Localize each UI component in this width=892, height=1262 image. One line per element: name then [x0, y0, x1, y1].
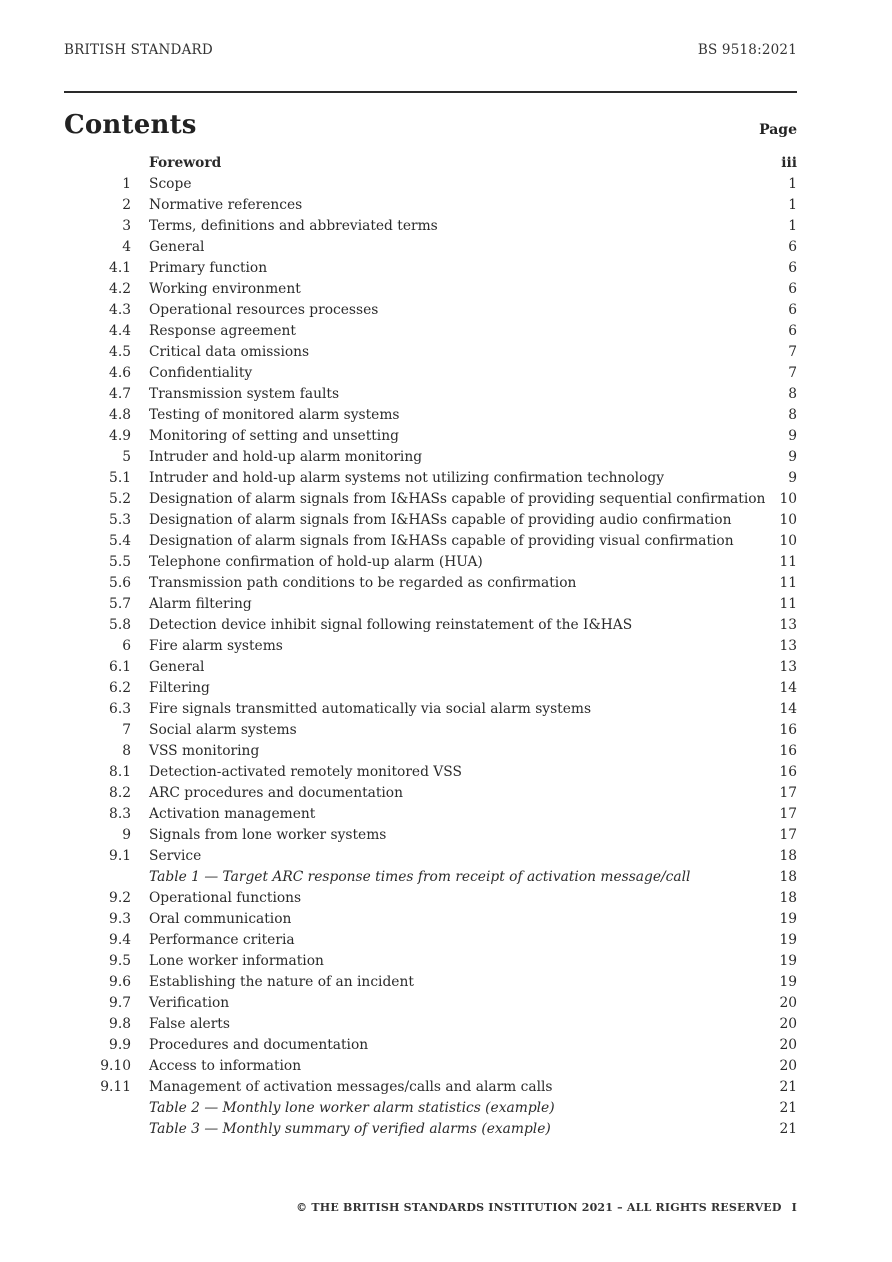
footer-copyright: © THE BRITISH STANDARDS INSTITUTION 2021 – ALL RIGHTS RESERVED: [296, 1201, 782, 1214]
toc-entry[interactable]: [64, 741, 797, 762]
toc-entry-title: Performance criteria: [149, 932, 295, 948]
toc-entry-page: 17: [779, 785, 797, 801]
toc-entry[interactable]: [64, 615, 797, 636]
toc-entry[interactable]: [64, 888, 797, 909]
toc-entry-number: 4.4: [109, 323, 131, 339]
toc-entry-title: Table 1 — Target ARC response times from receipt of activation message/call: [149, 869, 691, 885]
toc-entry-page: 20: [779, 1016, 797, 1032]
toc-entry-number: 4.3: [109, 302, 131, 318]
toc-entry-page: 16: [779, 722, 797, 738]
toc-entry-page: 17: [779, 827, 797, 843]
toc-entry-title: Fire alarm systems: [149, 638, 283, 654]
toc-entry-title: Service: [149, 848, 202, 864]
toc-entry-title: Operational resources processes: [149, 302, 379, 318]
toc-entry-title: Detection-activated remotely monitored VSS: [149, 764, 462, 780]
toc-entry-title: Intruder and hold-up alarm monitoring: [149, 449, 423, 465]
toc-entry-page: 21: [779, 1100, 797, 1116]
header-standard-label: BRITISH STANDARD: [64, 42, 213, 58]
toc-entry-number: 5.6: [109, 575, 131, 591]
toc-entry-number: 9.2: [109, 890, 131, 906]
toc-entry-number: 3: [122, 218, 131, 234]
toc-entry[interactable]: [64, 1014, 797, 1035]
toc-entry-page: 11: [779, 596, 797, 612]
toc-entry-title: Social alarm systems: [149, 722, 297, 738]
toc-entry-title: Establishing the nature of an incident: [149, 974, 414, 990]
toc-entry[interactable]: [64, 1056, 797, 1077]
toc-entry-page: 20: [779, 995, 797, 1011]
toc-entry[interactable]: [64, 573, 797, 594]
toc-entry[interactable]: [64, 489, 797, 510]
toc-entry-page: 10: [779, 533, 797, 549]
toc-entry-page: 20: [779, 1037, 797, 1053]
toc-entry-number: 9.5: [109, 953, 131, 969]
toc-entry[interactable]: [64, 1035, 797, 1056]
toc-entry-title: Response agreement: [149, 323, 296, 339]
toc-entry-page: 9: [788, 470, 797, 486]
toc-entry-page: iii: [781, 155, 797, 171]
toc-entry-title: Activation management: [149, 806, 316, 822]
toc-entry-number: 9.8: [109, 1016, 131, 1032]
toc-entry-number: 5.3: [109, 512, 131, 528]
toc-entry[interactable]: [64, 321, 797, 342]
toc-entry-page: 11: [779, 554, 797, 570]
header-standard-number: BS 9518:2021: [697, 42, 797, 58]
toc-entry[interactable]: [64, 510, 797, 531]
toc-entry-title: Signals from lone worker systems: [149, 827, 387, 843]
toc-entry-title: Access to information: [149, 1058, 302, 1074]
toc-entry-number: 6.2: [109, 680, 131, 696]
toc-entry-title: False alerts: [149, 1016, 230, 1032]
toc-entry[interactable]: [64, 720, 797, 741]
toc-entry[interactable]: [64, 804, 797, 825]
toc-entry-title: ARC procedures and documentation: [149, 785, 403, 801]
toc-entry-page: 13: [779, 617, 797, 633]
toc-entry-title: Primary function: [149, 260, 268, 276]
toc-entry[interactable]: [64, 1098, 797, 1119]
toc-entry-title: Intruder and hold-up alarm systems not utilizing confirmation technology: [149, 470, 665, 486]
toc-entry[interactable]: [64, 195, 797, 216]
toc-entry-title: Table 3 — Monthly summary of verified alarms (example): [149, 1121, 551, 1137]
toc-entry[interactable]: [64, 174, 797, 195]
toc-entry[interactable]: [64, 657, 797, 678]
toc-entry-page: 1: [788, 197, 797, 213]
toc-entry[interactable]: [64, 153, 797, 174]
page-footer: [296, 1201, 797, 1214]
toc-entry-page: 6: [788, 281, 797, 297]
toc-entry-number: 4.1: [109, 260, 131, 276]
toc-entry-page: 8: [788, 407, 797, 423]
toc-entry[interactable]: [64, 1077, 797, 1098]
toc-entry-page: 9: [788, 449, 797, 465]
toc-entry-title: Testing of monitored alarm systems: [149, 407, 400, 423]
toc-entry-number: 9.4: [109, 932, 131, 948]
toc-entry[interactable]: [64, 909, 797, 930]
toc-entry[interactable]: [64, 405, 797, 426]
toc-entry-title: Designation of alarm signals from I&HASs capable of providing visual confirmation: [149, 533, 734, 549]
toc-entry-number: 9.9: [109, 1037, 131, 1053]
toc-entry-number: 5.4: [109, 533, 131, 549]
toc-entry-number: 7: [122, 722, 131, 738]
toc-entry-number: 8.1: [109, 764, 131, 780]
toc-entry[interactable]: [64, 867, 797, 888]
toc-entry-page: 6: [788, 302, 797, 318]
toc-entry-number: 4.9: [109, 428, 131, 444]
toc-entry-number: 4.8: [109, 407, 131, 423]
page-header: [64, 42, 797, 58]
toc-entry-number: 5: [122, 449, 131, 465]
toc-entry-title: Working environment: [149, 281, 301, 297]
toc-entry-number: 1: [122, 176, 131, 192]
toc-entry-number: 8.3: [109, 806, 131, 822]
toc-entry-number: 9.7: [109, 995, 131, 1011]
toc-entry-page: 14: [779, 701, 797, 717]
toc-entry-page: 19: [779, 932, 797, 948]
toc-entry-title: Designation of alarm signals from I&HASs capable of providing audio confirmation: [149, 512, 732, 528]
toc-entry-page: 17: [779, 806, 797, 822]
toc-entry-page: 1: [788, 218, 797, 234]
toc-entry-number: 5.1: [109, 470, 131, 486]
table-of-contents: [64, 153, 797, 1140]
page-column-heading: Page: [759, 122, 797, 138]
toc-entry-title: Telephone confirmation of hold-up alarm (HUA): [149, 554, 483, 570]
toc-entry-title: Monitoring of setting and unsetting: [149, 428, 399, 444]
toc-entry-page: 19: [779, 911, 797, 927]
toc-entry-page: 10: [779, 491, 797, 507]
toc-entry-title: Transmission path conditions to be regarded as confirmation: [149, 575, 577, 591]
toc-entry-page: 6: [788, 323, 797, 339]
toc-entry-number: 9.6: [109, 974, 131, 990]
toc-entry[interactable]: [64, 699, 797, 720]
toc-entry-title: Procedures and documentation: [149, 1037, 369, 1053]
toc-entry-number: 4.7: [109, 386, 131, 402]
footer-page-number: I: [791, 1201, 797, 1214]
toc-entry[interactable]: [64, 783, 797, 804]
toc-entry-number: 8.2: [109, 785, 131, 801]
toc-entry-title: VSS monitoring: [149, 743, 260, 759]
toc-entry[interactable]: [64, 384, 797, 405]
toc-entry-number: 6: [122, 638, 131, 654]
toc-entry-page: 18: [779, 848, 797, 864]
toc-entry-title: Designation of alarm signals from I&HASs capable of providing sequential confirmation: [149, 491, 766, 507]
toc-entry[interactable]: [64, 258, 797, 279]
toc-entry[interactable]: [64, 762, 797, 783]
toc-entry[interactable]: [64, 993, 797, 1014]
toc-entry-number: 9.3: [109, 911, 131, 927]
toc-entry-title: Fire signals transmitted automatically via social alarm systems: [149, 701, 592, 717]
toc-entry[interactable]: [64, 678, 797, 699]
toc-entry-page: 20: [779, 1058, 797, 1074]
toc-entry-page: 13: [779, 659, 797, 675]
toc-entry-page: 14: [779, 680, 797, 696]
toc-entry-title: Terms, definitions and abbreviated terms: [149, 218, 438, 234]
toc-entry-number: 6.3: [109, 701, 131, 717]
toc-entry-title: Normative references: [149, 197, 303, 213]
toc-entry-page: 21: [779, 1121, 797, 1137]
toc-entry[interactable]: [64, 972, 797, 993]
toc-entry-page: 6: [788, 260, 797, 276]
toc-entry-number: 5.8: [109, 617, 131, 633]
toc-entry-title: General: [149, 659, 205, 675]
toc-entry-number: 4.2: [109, 281, 131, 297]
toc-entry-number: 9.1: [109, 848, 131, 864]
toc-entry[interactable]: [64, 279, 797, 300]
toc-entry-page: 7: [788, 344, 797, 360]
toc-entry[interactable]: [64, 216, 797, 237]
toc-entry-number: 6.1: [109, 659, 131, 675]
toc-entry[interactable]: [64, 951, 797, 972]
toc-entry-title: Confidentiality: [149, 365, 253, 381]
header-rule: [64, 91, 797, 93]
toc-entry-number: 8: [122, 743, 131, 759]
toc-entry-number: 4: [122, 239, 131, 255]
toc-entry[interactable]: [64, 552, 797, 573]
toc-entry-title: Lone worker information: [149, 953, 324, 969]
toc-entry-page: 8: [788, 386, 797, 402]
toc-entry-number: 5.2: [109, 491, 131, 507]
toc-entry-title: Transmission system faults: [149, 386, 340, 402]
toc-entry-page: 7: [788, 365, 797, 381]
toc-entry[interactable]: [64, 342, 797, 363]
toc-entry[interactable]: [64, 531, 797, 552]
toc-entry-title: Oral communication: [149, 911, 292, 927]
toc-entry[interactable]: [64, 846, 797, 867]
toc-entry[interactable]: [64, 825, 797, 846]
toc-entry-page: 10: [779, 512, 797, 528]
toc-entry[interactable]: [64, 1119, 797, 1140]
toc-entry-number: 9: [122, 827, 131, 843]
toc-entry-page: 16: [779, 743, 797, 759]
toc-entry-page: 1: [788, 176, 797, 192]
toc-entry[interactable]: [64, 447, 797, 468]
toc-entry-number: 9.11: [100, 1079, 131, 1095]
toc-entry-title: Detection device inhibit signal following reinstatement of the I&HAS: [149, 617, 633, 633]
toc-entry[interactable]: [64, 594, 797, 615]
toc-entry-number: 5.5: [109, 554, 131, 570]
toc-entry[interactable]: [64, 930, 797, 951]
toc-entry-page: 16: [779, 764, 797, 780]
toc-entry-page: 19: [779, 974, 797, 990]
toc-entry-title: Management of activation messages/calls and alarm calls: [149, 1079, 553, 1095]
toc-entry-title: Table 2 — Monthly lone worker alarm statistics (example): [149, 1100, 555, 1116]
toc-entry-title: Critical data omissions: [149, 344, 310, 360]
toc-entry-title: General: [149, 239, 205, 255]
toc-entry-title: Filtering: [149, 680, 210, 696]
toc-entry[interactable]: [64, 636, 797, 657]
toc-entry-page: 19: [779, 953, 797, 969]
toc-entry-page: 13: [779, 638, 797, 654]
toc-entry-number: 9.10: [100, 1058, 131, 1074]
toc-entry-title: Verification: [149, 995, 230, 1011]
toc-entry-title: Alarm filtering: [149, 596, 252, 612]
toc-entry-page: 6: [788, 239, 797, 255]
toc-entry-page: 18: [779, 890, 797, 906]
toc-entry-page: 18: [779, 869, 797, 885]
page-title: Contents: [64, 110, 197, 140]
toc-entry-page: 21: [779, 1079, 797, 1095]
toc-entry[interactable]: [64, 468, 797, 489]
toc-entry[interactable]: [64, 300, 797, 321]
toc-entry-page: 11: [779, 575, 797, 591]
toc-entry-number: 4.5: [109, 344, 131, 360]
toc-entry-number: 4.6: [109, 365, 131, 381]
toc-entry[interactable]: [64, 363, 797, 384]
toc-entry-title: Foreword: [149, 155, 222, 171]
toc-entry-title: Operational functions: [149, 890, 302, 906]
toc-entry[interactable]: [64, 237, 797, 258]
toc-entry-number: 5.7: [109, 596, 131, 612]
toc-entry[interactable]: [64, 426, 797, 447]
toc-entry-title: Scope: [149, 176, 192, 192]
toc-entry-page: 9: [788, 428, 797, 444]
toc-entry-number: 2: [122, 197, 131, 213]
